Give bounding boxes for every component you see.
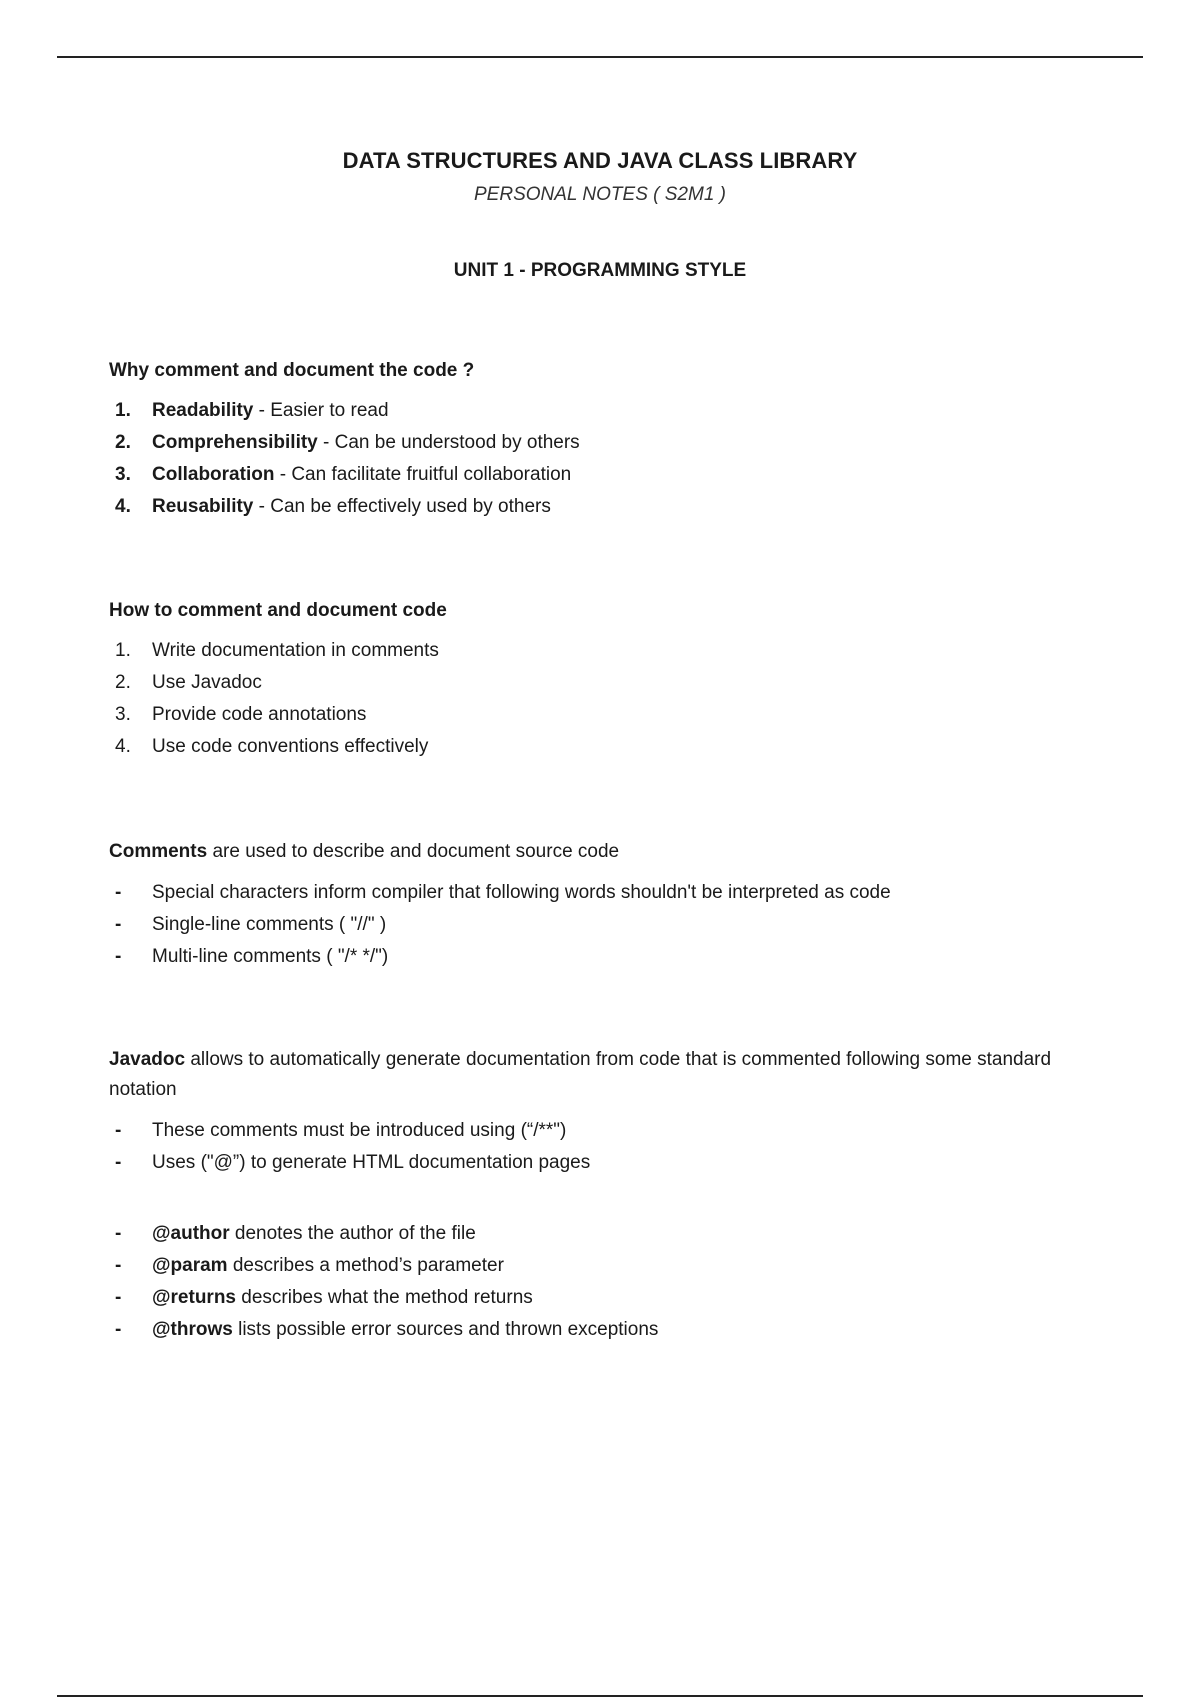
section-heading: How to comment and document code xyxy=(109,600,447,621)
bullet-dash: - xyxy=(115,882,122,903)
tag-name: @throws xyxy=(152,1319,233,1340)
intro-text: are used to describe and document source code xyxy=(207,841,620,862)
why-comment-section xyxy=(109,357,1089,523)
tag-name: @param xyxy=(152,1255,228,1276)
list-item xyxy=(109,1147,1089,1179)
javadoc-section xyxy=(109,1045,1089,1179)
bullet-dash: - xyxy=(115,1120,122,1141)
item-description: - Can be effectively used by others xyxy=(253,496,551,517)
methods-list xyxy=(109,635,1089,763)
unit-title: UNIT 1 - PROGRAMMING STYLE xyxy=(453,260,747,281)
tag-description: describes a method’s parameter xyxy=(227,1255,504,1276)
tag-description: describes what the method returns xyxy=(236,1287,533,1308)
list-number: 3. xyxy=(115,464,131,485)
list-item xyxy=(109,1250,1089,1282)
item-term: Comprehensibility xyxy=(152,432,318,453)
list-number: 2. xyxy=(115,432,131,453)
top-rule xyxy=(57,56,1143,58)
list-item xyxy=(109,667,1089,699)
list-item xyxy=(109,909,1089,941)
list-item xyxy=(109,1218,1089,1250)
intro-text: allows to automatically generate documentation from code that is commented following some standard notation xyxy=(109,1049,1052,1100)
section-heading: Why comment and document the code ? xyxy=(109,360,475,381)
item-text: Multi-line comments ( "/* */") xyxy=(152,946,389,967)
item-text: Uses ("@”) to generate HTML documentation pages xyxy=(152,1152,591,1173)
javadoc-intro xyxy=(109,1045,1089,1105)
tag-name: @author xyxy=(152,1223,230,1244)
comments-intro xyxy=(109,837,1089,867)
comments-section xyxy=(109,837,1089,973)
item-description: - Can be understood by others xyxy=(317,432,580,453)
document-subtitle: PERSONAL NOTES ( S2M1 ) xyxy=(474,184,726,205)
list-item xyxy=(109,699,1089,731)
item-text: Single-line comments ( "//" ) xyxy=(152,914,387,935)
document-title: DATA STRUCTURES AND JAVA CLASS LIBRARY xyxy=(342,148,858,173)
javadoc-tags-section xyxy=(109,1218,1089,1346)
tag-description: denotes the author of the file xyxy=(229,1223,476,1244)
list-number: 4. xyxy=(115,736,131,757)
how-to-comment-section xyxy=(109,597,1089,763)
list-item xyxy=(109,459,1089,491)
bottom-rule xyxy=(57,1695,1143,1697)
item-text: Provide code annotations xyxy=(152,704,367,725)
list-number: 4. xyxy=(115,496,131,517)
list-number: 1. xyxy=(115,400,131,421)
tags-list xyxy=(109,1218,1089,1346)
list-item xyxy=(109,427,1089,459)
intro-term: Comments xyxy=(109,841,208,862)
bullet-dash: - xyxy=(115,914,122,935)
tag-name: @returns xyxy=(152,1287,236,1308)
javadoc-list xyxy=(109,1115,1089,1179)
item-text: Use Javadoc xyxy=(152,672,262,693)
bullet-dash: - xyxy=(115,1152,122,1173)
reasons-list xyxy=(109,395,1089,523)
bullet-dash: - xyxy=(115,1223,122,1244)
bullet-dash: - xyxy=(115,946,122,967)
list-item xyxy=(109,1282,1089,1314)
list-item xyxy=(109,731,1089,763)
item-text: Write documentation in comments xyxy=(152,640,439,661)
list-item xyxy=(109,1115,1089,1147)
tag-description: lists possible error sources and thrown exceptions xyxy=(232,1319,659,1340)
item-text: Use code conventions effectively xyxy=(152,736,429,757)
list-number: 3. xyxy=(115,704,131,725)
list-item xyxy=(109,941,1089,973)
bullet-dash: - xyxy=(115,1319,122,1340)
item-text: These comments must be introduced using (“/**") xyxy=(152,1120,567,1141)
list-item xyxy=(109,395,1089,427)
item-text: Special characters inform compiler that following words shouldn't be interpreted as code xyxy=(152,882,891,903)
list-item xyxy=(109,1314,1089,1346)
list-item xyxy=(109,877,1089,909)
item-term: Reusability xyxy=(152,496,254,517)
bullet-dash: - xyxy=(115,1255,122,1276)
list-number: 1. xyxy=(115,640,131,661)
item-description: - Easier to read xyxy=(253,400,389,421)
list-item xyxy=(109,635,1089,667)
item-term: Collaboration xyxy=(152,464,275,485)
list-item xyxy=(109,491,1089,523)
item-description: - Can facilitate fruitful collaboration xyxy=(274,464,572,485)
intro-term: Javadoc xyxy=(109,1049,186,1070)
bullet-dash: - xyxy=(115,1287,122,1308)
comments-list xyxy=(109,877,1089,973)
list-number: 2. xyxy=(115,672,131,693)
item-term: Readability xyxy=(152,400,254,421)
